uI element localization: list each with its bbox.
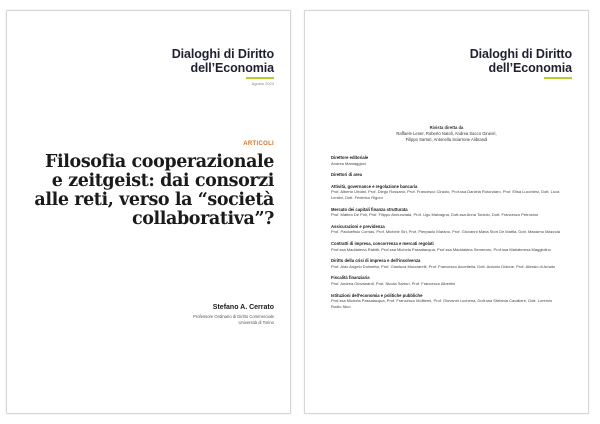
board-group — [331, 224, 562, 235]
board-heading: Assicurazioni e previdenza — [331, 223, 385, 229]
board-heading: Mercato dei capitali finanza strutturata — [331, 206, 408, 212]
brand-accent-bar — [246, 77, 274, 79]
author-block — [193, 304, 274, 326]
board-group — [331, 155, 562, 166]
masthead — [305, 125, 588, 142]
board-members: Andrea Mamaggiori — [331, 160, 366, 166]
article-title: Filosofia cooperazionale e zeitgeist: dai consorzi alle reti, verso la “società collaborativa”? — [34, 152, 274, 229]
board-heading: Direttori di area — [331, 172, 362, 178]
author-affiliation: Università di Torino — [238, 319, 274, 325]
board-members: Prof. Matteo De Poli, Prof. Filippo Annunziata, Prof. Ugo Malvagna, Dott.ssa Anna Toniolo, Dott. Francesco Petrosino — [331, 212, 539, 218]
editorial-board-page — [304, 10, 589, 414]
board-heading: Direttore editoriale — [331, 155, 369, 160]
board-heading: Contratti di impresa, concorrenza e mercati regolati — [331, 240, 434, 246]
board-members: Prof. Paoloefisio Corrias, Prof. Michele Siri, Prof. Pierpaolo Marano, Prof. Giovanni Maria Stori De Mattia, Dott. Massimo Mazzola — [331, 229, 560, 235]
board-heading: Attività, governance e regolazione bancaria — [331, 183, 418, 189]
masthead-directors-line-2: Filippo Sartori, Antonella Sciarrone Alibrandi — [405, 136, 488, 142]
board-members: Prof.ssa Maddalena Rabitti, Prof.ssa Michela Passalacqua, Prof.ssa Maddalena Semeraro, Prof.ssa Mariateresa Maggiolino — [331, 246, 551, 252]
masthead-label: Rivista diretta da — [429, 125, 464, 130]
journal-cover-page — [6, 10, 291, 414]
board-members: Prof.ssa Michela Passalacqua, Prof. Francesco Moliterni, Prof. Giovanni Luchena, Dott.ssa Stefania Cavaliere, Dott. Lorenzo Rodio Nico — [331, 298, 553, 309]
board-group — [331, 184, 562, 201]
journal-title-line-2: dell’Economia — [488, 61, 572, 75]
journal-brand — [470, 47, 572, 79]
issue-date: Agosto 2024 — [251, 81, 274, 86]
board-members: Prof. Aldo Angelo Dolmetta, Prof. Gianluca Mucciarelli, Prof. Francesco Accettella, Dott. Antonio Didone, Prof. Alessio di Amato — [331, 263, 556, 269]
board-heading: Istituzioni dell’economia e politiche pubbliche — [331, 292, 423, 298]
author-name: Stefano A. Cerrato — [212, 304, 274, 311]
board-group — [331, 241, 562, 252]
author-role: Professore Ordinario di Diritto Commerciale — [193, 314, 274, 319]
editorial-board — [331, 155, 562, 315]
board-members: Prof. Andrea Giovanardi, Prof. Nicola Sartori, Prof. Francesco Albertini — [331, 280, 456, 286]
board-group — [331, 258, 562, 269]
board-heading: Fiscalità finanziaria — [331, 275, 370, 281]
section-label: ARTICOLI — [243, 141, 274, 147]
brand-accent-bar — [544, 77, 572, 79]
masthead-directors-line-1: Raffaele Lener, Roberto Natoli, Andrea Sacco Ginevri, — [396, 130, 497, 136]
board-group — [331, 275, 562, 286]
board-group — [331, 172, 562, 178]
journal-title-line-1: Dialoghi di Diritto — [171, 47, 274, 61]
journal-brand — [172, 47, 274, 86]
board-group — [331, 293, 562, 310]
board-group — [331, 207, 562, 218]
journal-title-line-1: Dialoghi di Diritto — [469, 47, 572, 61]
journal-title-line-2: dell’Economia — [190, 61, 274, 75]
board-heading: Diritto della crisi di impresa e dell’insolvenza — [331, 258, 421, 264]
board-members: Prof. Alberto Urbani, Prof. Diego Rossano, Prof. Francesco Ciraolo, Prof.ssa Daniela Rotondaro, Prof. Elisa Lucchiesi, Dott. Luca Lentini, Dott. Federico Rigoni — [331, 189, 560, 200]
